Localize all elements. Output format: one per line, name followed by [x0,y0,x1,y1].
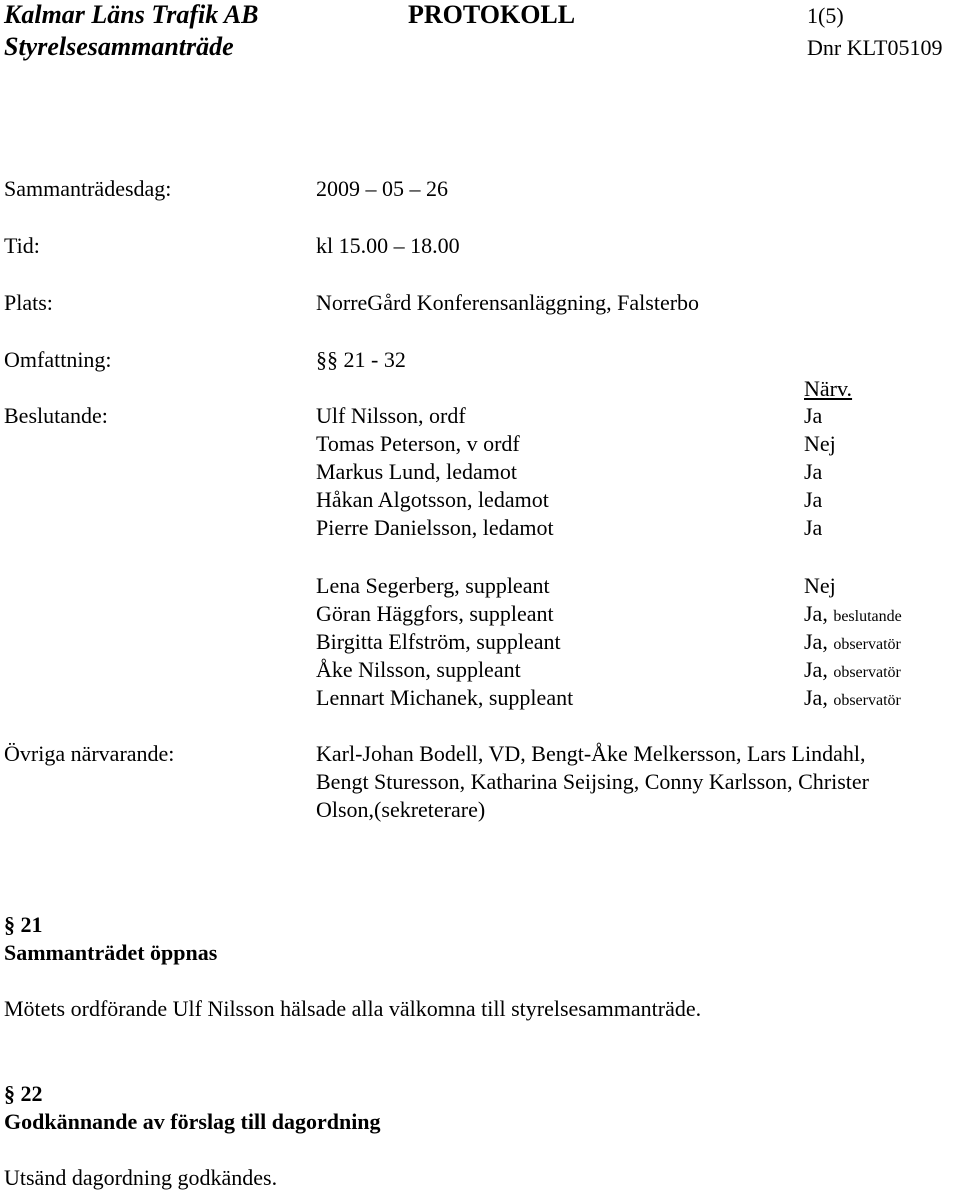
presence-header: Närv. [804,376,853,401]
deputy-presence: Ja, beslutande [804,601,902,626]
others-line: Bengt Sturesson, Katharina Seijsing, Conny Karlsson, Christer [316,769,870,794]
page-number: 1(5) [807,3,844,28]
member-presence: Ja [804,515,823,540]
meeting-type: Styrelsesammanträde [4,32,234,61]
section-heading: Sammanträdet öppnas [4,940,218,965]
scope-value: §§ 21 - 32 [316,347,406,372]
date-value: 2009 – 05 – 26 [316,176,448,201]
deputy-presence: Nej [804,573,836,598]
place-value: NorreGård Konferensanläggning, Falsterbo [316,290,700,315]
member-name: Pierre Danielsson, ledamot [316,515,554,540]
others-line: Olson,(sekreterare) [316,797,486,822]
member-name: Håkan Algotsson, ledamot [316,487,549,512]
deputy-presence: Ja, observatör [804,657,901,682]
scope-label: Omfattning: [4,347,112,372]
member-presence: Ja [804,487,823,512]
member-name: Markus Lund, ledamot [316,459,518,484]
member-presence: Nej [804,431,836,456]
deputy-name: Göran Häggfors, suppleant [316,601,554,626]
member-presence: Ja [804,459,823,484]
document-number: Dnr KLT05109 [807,35,943,60]
time-label: Tid: [4,233,40,258]
member-name: Tomas Peterson, v ordf [316,431,520,456]
deputy-presence: Ja, observatör [804,685,901,710]
deputy-name: Lena Segerberg, suppleant [316,573,550,598]
document-title: PROTOKOLL [408,0,576,29]
others-present-label: Övriga närvarande: [4,741,175,766]
deputy-presence: Ja, observatör [804,629,901,654]
decision-makers-label: Beslutande: [4,403,108,428]
section-heading: Godkännande av förslag till dagordning [4,1109,381,1134]
member-presence: Ja [804,403,823,428]
organization-name: Kalmar Läns Trafik AB [4,0,259,29]
section-body: Mötets ordförande Ulf Nilsson hälsade alla välkomna till styrelsesammanträde. [4,996,702,1021]
deputy-name: Åke Nilsson, suppleant [316,657,521,682]
deputy-name: Birgitta Elfström, suppleant [316,629,561,654]
others-line: Karl-Johan Bodell, VD, Bengt-Åke Melkersson, Lars Lindahl, [316,741,866,766]
time-value: kl 15.00 – 18.00 [316,233,460,258]
deputy-name: Lennart Michanek, suppleant [316,685,574,710]
section-number: § 21 [4,912,43,937]
section-body: Utsänd dagordning godkändes. [4,1165,278,1190]
section-number: § 22 [4,1081,43,1106]
place-label: Plats: [4,290,53,315]
date-label: Sammanträdesdag: [4,176,172,201]
member-name: Ulf Nilsson, ordf [316,403,466,428]
